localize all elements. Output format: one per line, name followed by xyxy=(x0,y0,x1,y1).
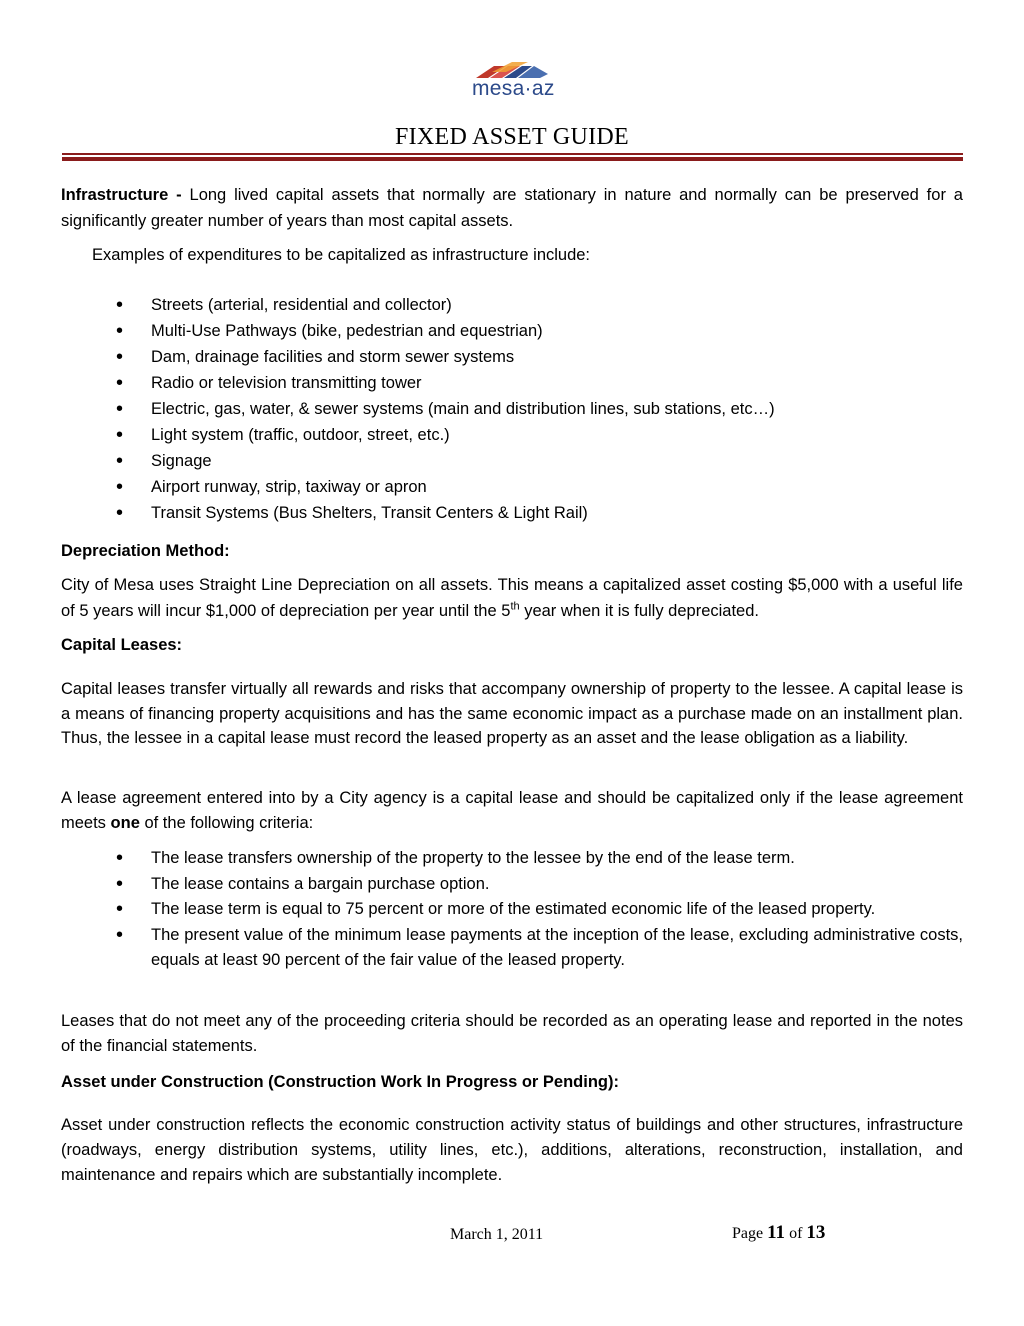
list-item: • Streets (arterial, residential and collector) xyxy=(120,292,963,318)
list-item: • Signage xyxy=(120,448,963,474)
title-rule-thin xyxy=(62,153,963,155)
infrastructure-definition xyxy=(61,182,963,234)
list-item: • Multi-Use Pathways (bike, pedestrian and equestrian) xyxy=(120,318,963,344)
list-item: • Radio or television transmitting tower xyxy=(120,370,963,396)
list-item: • Electric, gas, water, & sewer systems (main and distribution lines, sub stations, etc…) xyxy=(120,396,963,422)
infrastructure-term: Infrastructure - xyxy=(61,186,182,204)
infrastructure-examples-list xyxy=(120,292,963,526)
list-item: • The present value of the minimum lease payments at the inception of the lease, excluding administrative costs, equals at least 90 percent of the fair value of the leased property. xyxy=(120,923,963,974)
logo-text: mesa·az xyxy=(472,77,555,100)
capital-leases-heading: Capital Leases: xyxy=(61,636,183,654)
construction-paragraph: Asset under construction reflects the economic construction activity status of buildings and other structures, infrastructure (roadways, energy distribution systems, utility lines, etc.), additions, alterations, reconstruction, installation, and maintenance and repairs which are substantially incomplete. xyxy=(61,1116,963,1184)
list-item: • Light system (traffic, outdoor, street, etc.) xyxy=(120,422,963,448)
title-rule-thick xyxy=(62,157,963,161)
construction-heading: Asset under Construction (Construction Work In Progress or Pending): xyxy=(61,1073,619,1091)
capital-leases-paragraph-2: A lease agreement entered into by a City agency is a capital lease and should be capitalized only if the lease agreement meets one of the following criteria: xyxy=(61,789,963,832)
list-item: • Airport runway, strip, taxiway or apron xyxy=(120,474,963,500)
depreciation-heading: Depreciation Method: xyxy=(61,542,230,560)
infrastructure-definition-text: Long lived capital assets that normally are stationary in nature and normally can be preserved for a significantly greater number of years than most capital assets. xyxy=(61,186,963,230)
footer-page-number: Page 11 of 13 xyxy=(732,1222,826,1243)
list-item: • The lease transfers ownership of the property to the lessee by the end of the lease term. xyxy=(120,846,963,872)
capital-leases-paragraph-1: Capital leases transfer virtually all rewards and risks that accompany ownership of property to the lessee. A capital lease is a means of financing property acquisitions and has the same economic impact as a purchase made on an installment plan. Thus, the lessee in a capital lease must record the leased property as an asset and the lease obligation as a liability. xyxy=(61,680,963,748)
footer-date: March 1, 2011 xyxy=(450,1226,544,1243)
list-item: • Dam, drainage facilities and storm sewer systems xyxy=(120,344,963,370)
depreciation-text: City of Mesa uses Straight Line Depreciation on all assets. This means a capitalized asset costing $5,000 with a useful life of 5 years will incur $1,000 of depreciation per year until the 5th year when it is fully depreciated. xyxy=(61,576,963,620)
lease-criteria-list xyxy=(120,846,963,974)
examples-intro: Examples of expenditures to be capitalized as infrastructure include: xyxy=(92,246,591,264)
list-item: • Transit Systems (Bus Shelters, Transit Centers & Light Rail) xyxy=(120,500,963,526)
capital-leases-paragraph-3: Leases that do not meet any of the proceeding criteria should be recorded as an operating lease and reported in the notes of the financial statements. xyxy=(61,1012,963,1055)
list-item: • The lease term is equal to 75 percent or more of the estimated economic life of the leased property. xyxy=(120,897,963,923)
list-item: • The lease contains a bargain purchase option. xyxy=(120,872,963,898)
page-title: FIXED ASSET GUIDE xyxy=(394,124,629,150)
